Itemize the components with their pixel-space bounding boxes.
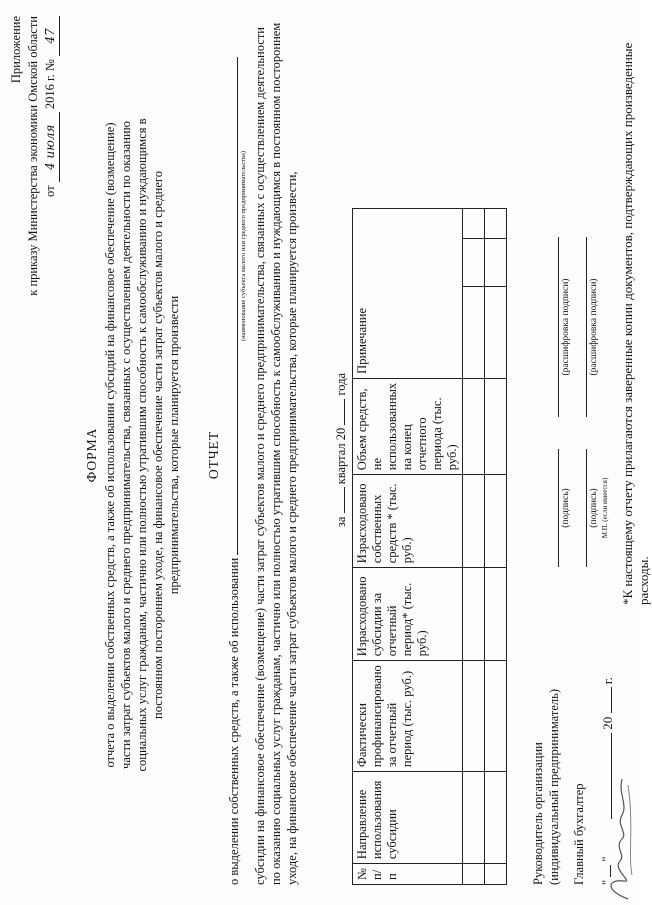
table-cell xyxy=(485,238,507,286)
accountant-signature-line xyxy=(572,449,587,567)
entity-caption: (наименование субъекта малого или среднего предпринимательства) xyxy=(240,150,247,342)
table-cell xyxy=(463,661,485,772)
table-cell xyxy=(485,864,507,885)
table-cell xyxy=(485,208,507,238)
footnote xyxy=(600,9,616,819)
entity-name-blank xyxy=(224,57,238,555)
quarter-suffix: года xyxy=(334,372,348,396)
head-signature-line xyxy=(544,449,559,567)
table-header-row xyxy=(353,208,463,884)
table-cell xyxy=(485,772,507,864)
footnote-text: *К настоящему отчету прилагаются заверенные копии документов, подтверждающих произведенные расходы. xyxy=(620,42,651,605)
table-row xyxy=(463,208,485,884)
header-cell-unused: Объем средств, не использованных на конец отчетного периода (тыс. руб.) xyxy=(353,378,463,474)
quarter-prefix: за xyxy=(334,516,348,528)
table-cell xyxy=(463,208,485,238)
accountant-signature-caption: (подпись) xyxy=(589,488,599,528)
header-cell-financed: Фактически профинансировано за отчетный период (тыс. руб.) xyxy=(353,661,463,772)
table-cell xyxy=(463,475,485,568)
year-suffix: г. xyxy=(600,677,615,685)
quarter-blank xyxy=(344,487,345,513)
table-cell xyxy=(463,772,485,864)
handwritten-number: 47 xyxy=(42,16,60,56)
table-cell xyxy=(463,378,485,474)
date-suffix: 2016 г. № xyxy=(43,59,57,110)
table-cell xyxy=(463,286,485,378)
report-table xyxy=(352,208,507,885)
header-cell-note: Примечание xyxy=(353,208,463,378)
accountant-decoding-line xyxy=(572,237,587,417)
head-label-line-1: Руководитель организации xyxy=(531,742,545,885)
quarter-line xyxy=(334,15,349,885)
date-year-blank xyxy=(611,688,612,714)
table-cell xyxy=(463,568,485,661)
report-title: ОТЧЕТ xyxy=(206,430,221,480)
table-cell xyxy=(485,475,507,568)
form-description: отчета о выделении собственных средств, а также об использовании субсидий на финансовое обеспечение (возмещение) части затрат субъектов малого и среднего предпринимательства, связанных с осуществлением деятельности по оказанию социальных услуг гражданам, частично или полностью утратившим способность к самообслуживанию и нуждающимся в постоянном постороннем уходе, на финансовое обеспечение части затрат субъектов малого и среднего предпринимательства, которые планируется произвести xyxy=(103,118,181,772)
date-quote-open: " xyxy=(600,879,614,885)
table-cell xyxy=(485,378,507,474)
date-prefix: от xyxy=(43,185,57,197)
header-cell-subsidy-spent: Израсходовано субсидии за отчетный период* (тыс. руб.) xyxy=(353,568,463,661)
header-cell-own-spent: Израсходовано собственных средств * (тыс. руб.) xyxy=(353,475,463,568)
table-cell xyxy=(463,864,485,885)
year-blank xyxy=(344,399,345,425)
head-signature-caption: (подпись) xyxy=(561,488,571,528)
table-cell xyxy=(463,238,485,286)
quarter-word: квартал 20 xyxy=(334,427,348,485)
accountant-decoding-caption: (расшифровка подписи) xyxy=(589,278,599,376)
attachment-header xyxy=(8,16,60,416)
header-cell-direction: Направление использования субсидии xyxy=(353,772,463,864)
attachment-line-1: Приложение xyxy=(9,16,23,84)
year-prefix: 20 xyxy=(600,716,615,730)
head-decoding-caption: (расшифровка подписи) xyxy=(561,278,571,376)
head-label xyxy=(530,665,562,885)
report-subtitle: о выделении собственных средств, а также об использовании xyxy=(227,557,241,885)
handwritten-date: 4 июля xyxy=(42,112,60,182)
table-cell xyxy=(485,661,507,772)
accountant-label: Главный бухгалтер xyxy=(572,783,586,885)
attachment-date-line xyxy=(42,16,60,416)
head-decoding-line xyxy=(544,237,559,417)
subsidy-text: субсидии на финансовое обеспечение (возмещение) части затрат субъектов малого и среднего предпринимательства, связанных с осуществлением деятельности по оказанию социальных услуг гражданам, частично или полностью утратившим способность к самообслуживанию и нуждающимся в постоянном постороннем уходе, на финансовое обеспечение части затрат субъектов малого и среднего предпринимательства, которые планируется произвести, xyxy=(253,22,299,885)
head-label-line-2: (индивидуальный предприниматель) xyxy=(547,689,561,885)
table-cell xyxy=(485,286,507,378)
table-cell xyxy=(485,568,507,661)
handwritten-signature-icon xyxy=(598,755,638,905)
date-quote-close: " xyxy=(600,856,614,862)
table-row xyxy=(485,208,507,884)
header-cell-number: № п/п xyxy=(353,864,463,885)
form-title: ФОРМА xyxy=(84,427,99,483)
stamp-caption: М.П. (если имеется) xyxy=(601,477,609,539)
attachment-line-2: к приказу Министерства экономики Омской области xyxy=(26,16,40,296)
